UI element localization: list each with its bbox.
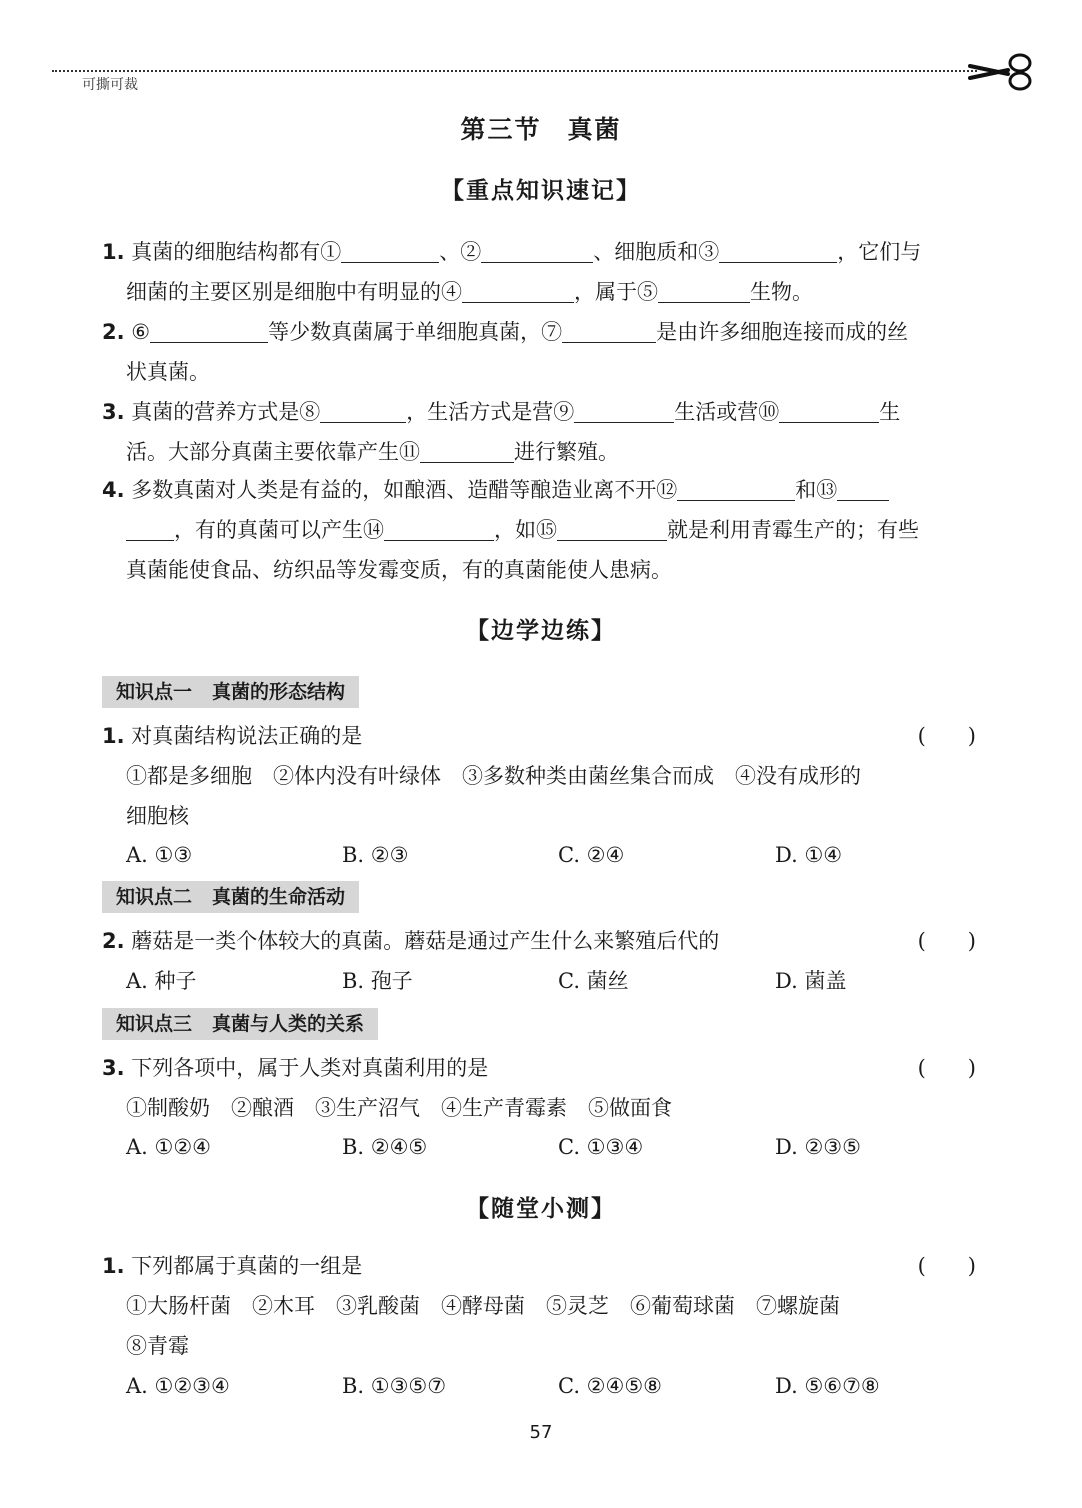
section-heading-key-points: 【重点知识速记】 [441, 178, 641, 204]
key-point-3: 3. 真菌的营养方式是⑧ ，生活方式是营⑨ 生活或营⑩ 生 活。大部分真菌主要依靠产生⑪ 进行繁殖。 [102, 392, 980, 472]
option-b[interactable]: B. 孢子 [342, 969, 413, 993]
option-d[interactable]: D. ②③⑤ [775, 1135, 861, 1159]
section-heading-quiz: 【随堂小测】 [466, 1196, 616, 1222]
knowledge-point-label-1: 知识点一 真菌的形态结构 [102, 676, 359, 708]
option-a[interactable]: A. ①②③④ [126, 1374, 230, 1398]
question-items-continued: 细胞核 [126, 804, 189, 828]
option-d[interactable]: D. ⑤⑥⑦⑧ [775, 1374, 880, 1398]
fill-blank[interactable] [126, 514, 174, 541]
fill-blank[interactable] [837, 474, 889, 501]
option-a[interactable]: A. ①②④ [126, 1135, 211, 1159]
answer-bracket[interactable]: ( ) [917, 929, 976, 953]
page-title [0, 110, 1082, 146]
answer-bracket[interactable]: ( ) [917, 1254, 976, 1278]
option-c[interactable]: C. ②④⑤⑧ [558, 1374, 662, 1398]
option-d[interactable]: D. 菌盖 [775, 969, 847, 993]
fill-blank[interactable] [557, 514, 667, 541]
fill-blank[interactable] [481, 236, 593, 263]
fill-blank[interactable] [384, 514, 494, 541]
answer-bracket[interactable]: ( ) [917, 724, 976, 748]
question-items: ①大肠杆菌 ②木耳 ③乳酸菌 ④酵母菌 ⑤灵芝 ⑥葡萄球菌 ⑦螺旋菌 [126, 1294, 840, 1318]
option-b[interactable]: B. ②③ [342, 843, 409, 867]
option-a[interactable]: A. 种子 [126, 969, 197, 993]
knowledge-point-label-3: 知识点三 真菌与人类的关系 [102, 1008, 378, 1040]
question-items: ①都是多细胞 ②体内没有叶绿体 ③多数种类由菌丝集合而成 ④没有成形的 [126, 764, 861, 788]
fill-blank[interactable] [462, 276, 574, 303]
option-c[interactable]: C. 菌丝 [558, 969, 629, 993]
fill-blank[interactable] [320, 396, 406, 423]
section-heading-practice: 【边学边练】 [466, 618, 616, 644]
fill-blank[interactable] [779, 396, 879, 423]
practice-question-1: 1. 对真菌结构说法正确的是 ( ) [102, 716, 980, 756]
fill-blank[interactable] [719, 236, 837, 263]
cut-line [52, 70, 977, 72]
scissors-icon [968, 52, 1036, 92]
key-point-1: 1. 真菌的细胞结构都有① 、② 、细胞质和③ ，它们与 细菌的主要区别是细胞中有明显的④ ，属于⑤ 生物。 [102, 232, 980, 312]
fill-blank[interactable] [562, 316, 656, 343]
option-d[interactable]: D. ①④ [775, 843, 843, 867]
key-point-2: 2. ⑥ 等少数真菌属于单细胞真菌，⑦ 是由许多细胞连接而成的丝 状真菌。 [102, 312, 980, 392]
question-items-continued: ⑧青霉 [126, 1334, 189, 1358]
knowledge-point-label-2: 知识点二 真菌的生命活动 [102, 881, 359, 913]
key-point-4: 4. 多数真菌对人类是有益的，如酿酒、造醋等酿造业离不开⑫ 和⑬ ，有的真菌可以产生⑭ ，如⑮ 就是利用青霉生产的；有些 真菌能使食品、纺织品等发霉变质，有的真菌能使人患病。 [102, 470, 980, 590]
answer-bracket[interactable]: ( ) [917, 1056, 976, 1080]
fill-blank[interactable] [677, 474, 795, 501]
fill-blank[interactable] [658, 276, 750, 303]
option-c[interactable]: C. ①③④ [558, 1135, 644, 1159]
quiz-question-1: 1. 下列都属于真菌的一组是 ( ) [102, 1246, 980, 1286]
question-items: ①制酸奶 ②酿酒 ③生产沼气 ④生产青霉素 ⑤做面食 [126, 1096, 672, 1120]
page-number: 57 [529, 1422, 553, 1443]
option-a[interactable]: A. ①③ [126, 843, 193, 867]
option-c[interactable]: C. ②④ [558, 843, 625, 867]
option-b[interactable]: B. ①③⑤⑦ [342, 1374, 447, 1398]
practice-question-3: 3. 下列各项中，属于人类对真菌利用的是 ( ) [102, 1048, 980, 1088]
fill-blank[interactable] [150, 316, 268, 343]
fill-blank[interactable] [341, 236, 439, 263]
option-b[interactable]: B. ②④⑤ [342, 1135, 428, 1159]
title-part-1: 第三节 [460, 115, 542, 144]
fill-blank[interactable] [420, 436, 514, 463]
practice-question-2: 2. 蘑菇是一类个体较大的真菌。蘑菇是通过产生什么来繁殖后代的 ( ) [102, 921, 980, 961]
title-part-2: 真菌 [567, 115, 622, 144]
cut-label: 可撕可裁 [82, 77, 138, 93]
fill-blank[interactable] [574, 396, 674, 423]
